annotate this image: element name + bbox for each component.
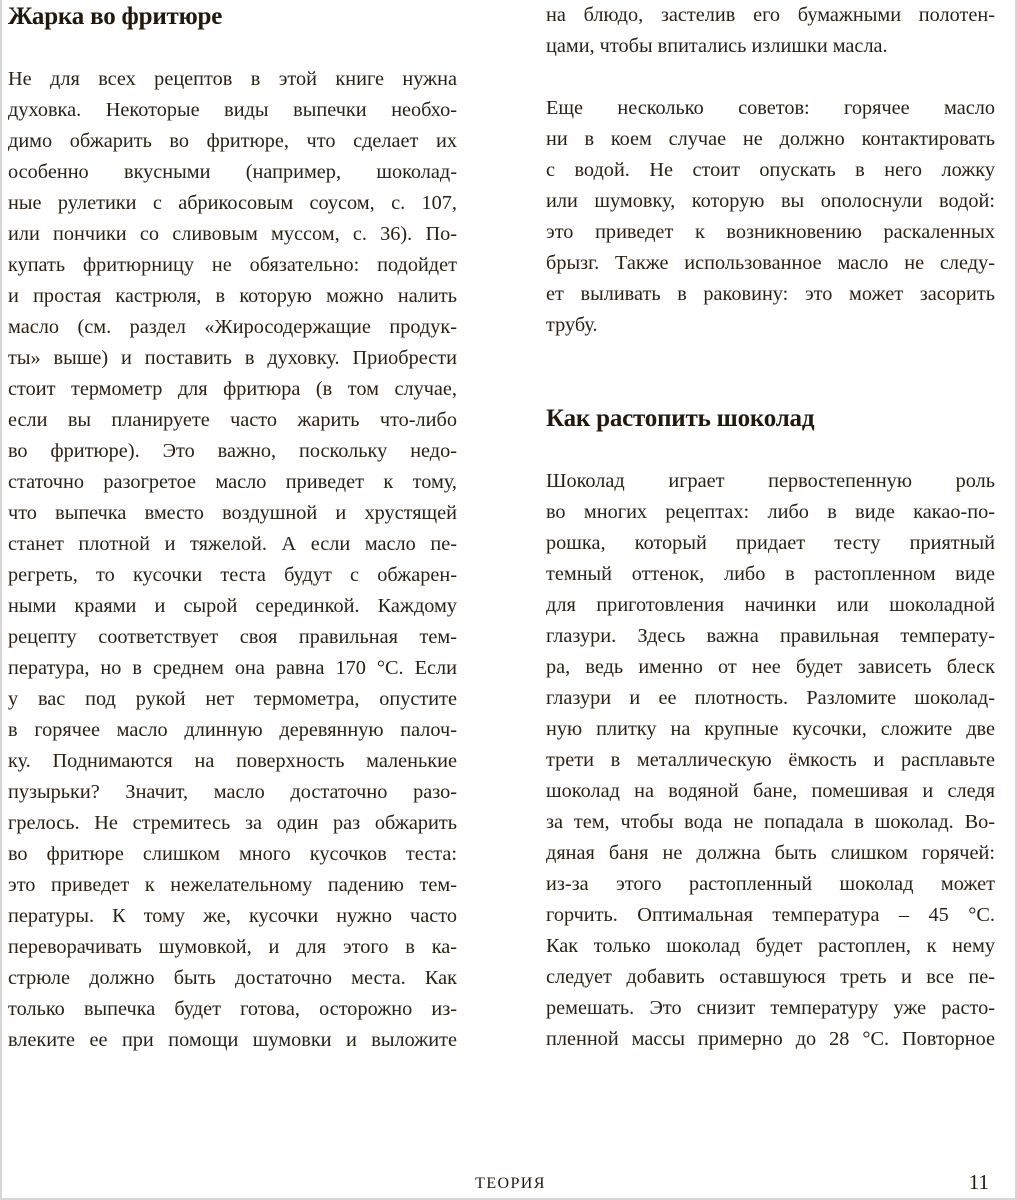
text-line: это приведет к нежелательному падению тем- (8, 874, 457, 896)
text-line: цами, чтобы впитались излишки масла. (546, 35, 888, 57)
tips-paragraph (546, 93, 995, 341)
text-line: пературы. К тому же, кусочки нужно часто (8, 905, 457, 927)
text-line: стрюле должно быть достаточно места. Как (8, 967, 457, 989)
text-line: особенно вкусными (например, шоколад- (8, 161, 457, 183)
text-line: рошка, который придает тесту приятный (546, 532, 995, 554)
text-line: брызг. Также использованное масло не следу- (546, 252, 995, 274)
text-line: купать фритюрницу не обязательно: подойдет (8, 254, 457, 276)
text-line: и простая кастрюля, в которую можно налить (8, 285, 457, 307)
text-line: переворачивать шумовкой, и для этого в ка- (8, 936, 457, 958)
text-line: стоит термометр для фритюра (в том случае, (8, 378, 457, 400)
text-line: ремешать. Это снизит температуру уже расто- (546, 997, 995, 1019)
continuation-paragraph (546, 0, 995, 62)
text-line: шоколад на водяной бане, помешивая и следя (546, 780, 995, 802)
text-line: на блюдо, застелив его бумажными полотен- (546, 4, 995, 26)
text-line: ты» выше) и поставить в духовку. Приобрести (8, 347, 457, 369)
text-line: влеките ее при помощи шумовки и выложите (8, 1029, 457, 1051)
text-line: ет выливать в раковину: это может засорить (546, 283, 995, 305)
text-line: Не для всех рецептов в этой книге нужна (8, 68, 457, 90)
text-line: духовка. Некоторые виды выпечки необхо- (8, 99, 457, 121)
text-line: глазури и ее плотность. Разломите шоколад- (546, 687, 995, 709)
page-number: 11 (968, 1170, 989, 1194)
text-line: статочно разогретое масло приведет к тому, (8, 471, 457, 493)
text-line: во фритюре). Это важно, поскольку недо- (8, 440, 457, 462)
text-line: регреть, то кусочки теста будут с обжарен- (8, 564, 457, 586)
text-line: трети в металлическую ёмкость и расплавьте (546, 749, 995, 771)
text-line: ные рулетики с абрикосовым соусом, с. 107, (8, 192, 457, 214)
text-line: с водой. Не стоит опускать в него ложку (546, 159, 995, 181)
left-column (8, 0, 457, 1056)
text-line: рецепту соответствует своя правильная тем- (8, 626, 457, 648)
text-line: что выпечка вместо воздушной и хрустящей (8, 502, 457, 524)
text-line: следует добавить оставшуюся треть и все пе- (546, 966, 995, 988)
chocolate-paragraph (546, 466, 995, 1055)
text-line: у вас под рукой нет термометра, опустите (8, 688, 457, 710)
text-line: пленной массы примерно до 28 °С. Повторное (546, 1028, 995, 1050)
text-line: ную плитку на крупные кусочки, сложите две (546, 718, 995, 740)
text-line: трубу. (546, 314, 598, 336)
text-line: грелось. Не стремитесь за один раз обжарить (8, 812, 457, 834)
text-line: в горячее масло длинную деревянную палоч- (8, 719, 457, 741)
right-column (546, 0, 995, 1055)
text-line: если вы планируете часто жарить что-либо (8, 409, 457, 431)
text-line: Шоколад играет первостепенную роль (546, 470, 995, 492)
text-line: пузырьки? Значит, масло достаточно разо- (8, 781, 457, 803)
text-line: для приготовления начинки или шоколадной (546, 594, 995, 616)
text-line: или шумовку, которую вы ополоснули водой: (546, 190, 995, 212)
text-line: ными краями и сырой серединкой. Каждому (8, 595, 457, 617)
text-line: дяная баня не должна быть слишком горячей: (546, 842, 995, 864)
text-line: только выпечка будет готова, осторожно из- (8, 998, 457, 1020)
text-line: ни в коем случае не должно контактировать (546, 128, 995, 150)
text-line: во многих рецептах: либо в виде какао-по- (546, 501, 995, 523)
text-line: Еще несколько советов: горячее масло (546, 97, 995, 119)
text-line: Как только шоколад будет растоплен, к нему (546, 935, 995, 957)
section-heading-deep-frying: Жарка во фритюре (8, 3, 223, 30)
text-line: из-за этого растопленный шоколад может (546, 873, 995, 895)
text-line: пература, но в среднем она равна 170 °С. Если (8, 657, 457, 679)
text-line: станет плотной и тяжелой. А если масло пе- (8, 533, 457, 555)
text-line: димо обжарить во фритюре, что сделает их (8, 130, 457, 152)
text-line: это приведет к возникновению раскаленных (546, 221, 995, 243)
text-line: глазури. Здесь важна правильная температу- (546, 625, 995, 647)
text-line: за тем, чтобы вода не попадала в шоколад. Во- (546, 811, 995, 833)
deep-frying-paragraph (8, 64, 457, 1056)
text-line: или пончики со сливовым муссом, с. 36). По- (8, 223, 457, 245)
text-line: ку. Поднимаются на поверхность маленькие (8, 750, 457, 772)
text-line: во фритюре слишком много кусочков теста: (8, 843, 457, 865)
section-heading-melt-chocolate: Как растопить шоколад (546, 405, 815, 432)
text-line: горчить. Оптимальная температура – 45 °С. (546, 904, 995, 926)
running-footer-section-title: ТЕОРИЯ (475, 1175, 546, 1192)
text-line: ра, ведь именно от нее будет зависеть блеск (546, 656, 995, 678)
text-line: масло (см. раздел «Жиросодержащие продук- (8, 316, 457, 338)
text-line: темный оттенок, либо в растопленном виде (546, 563, 995, 585)
